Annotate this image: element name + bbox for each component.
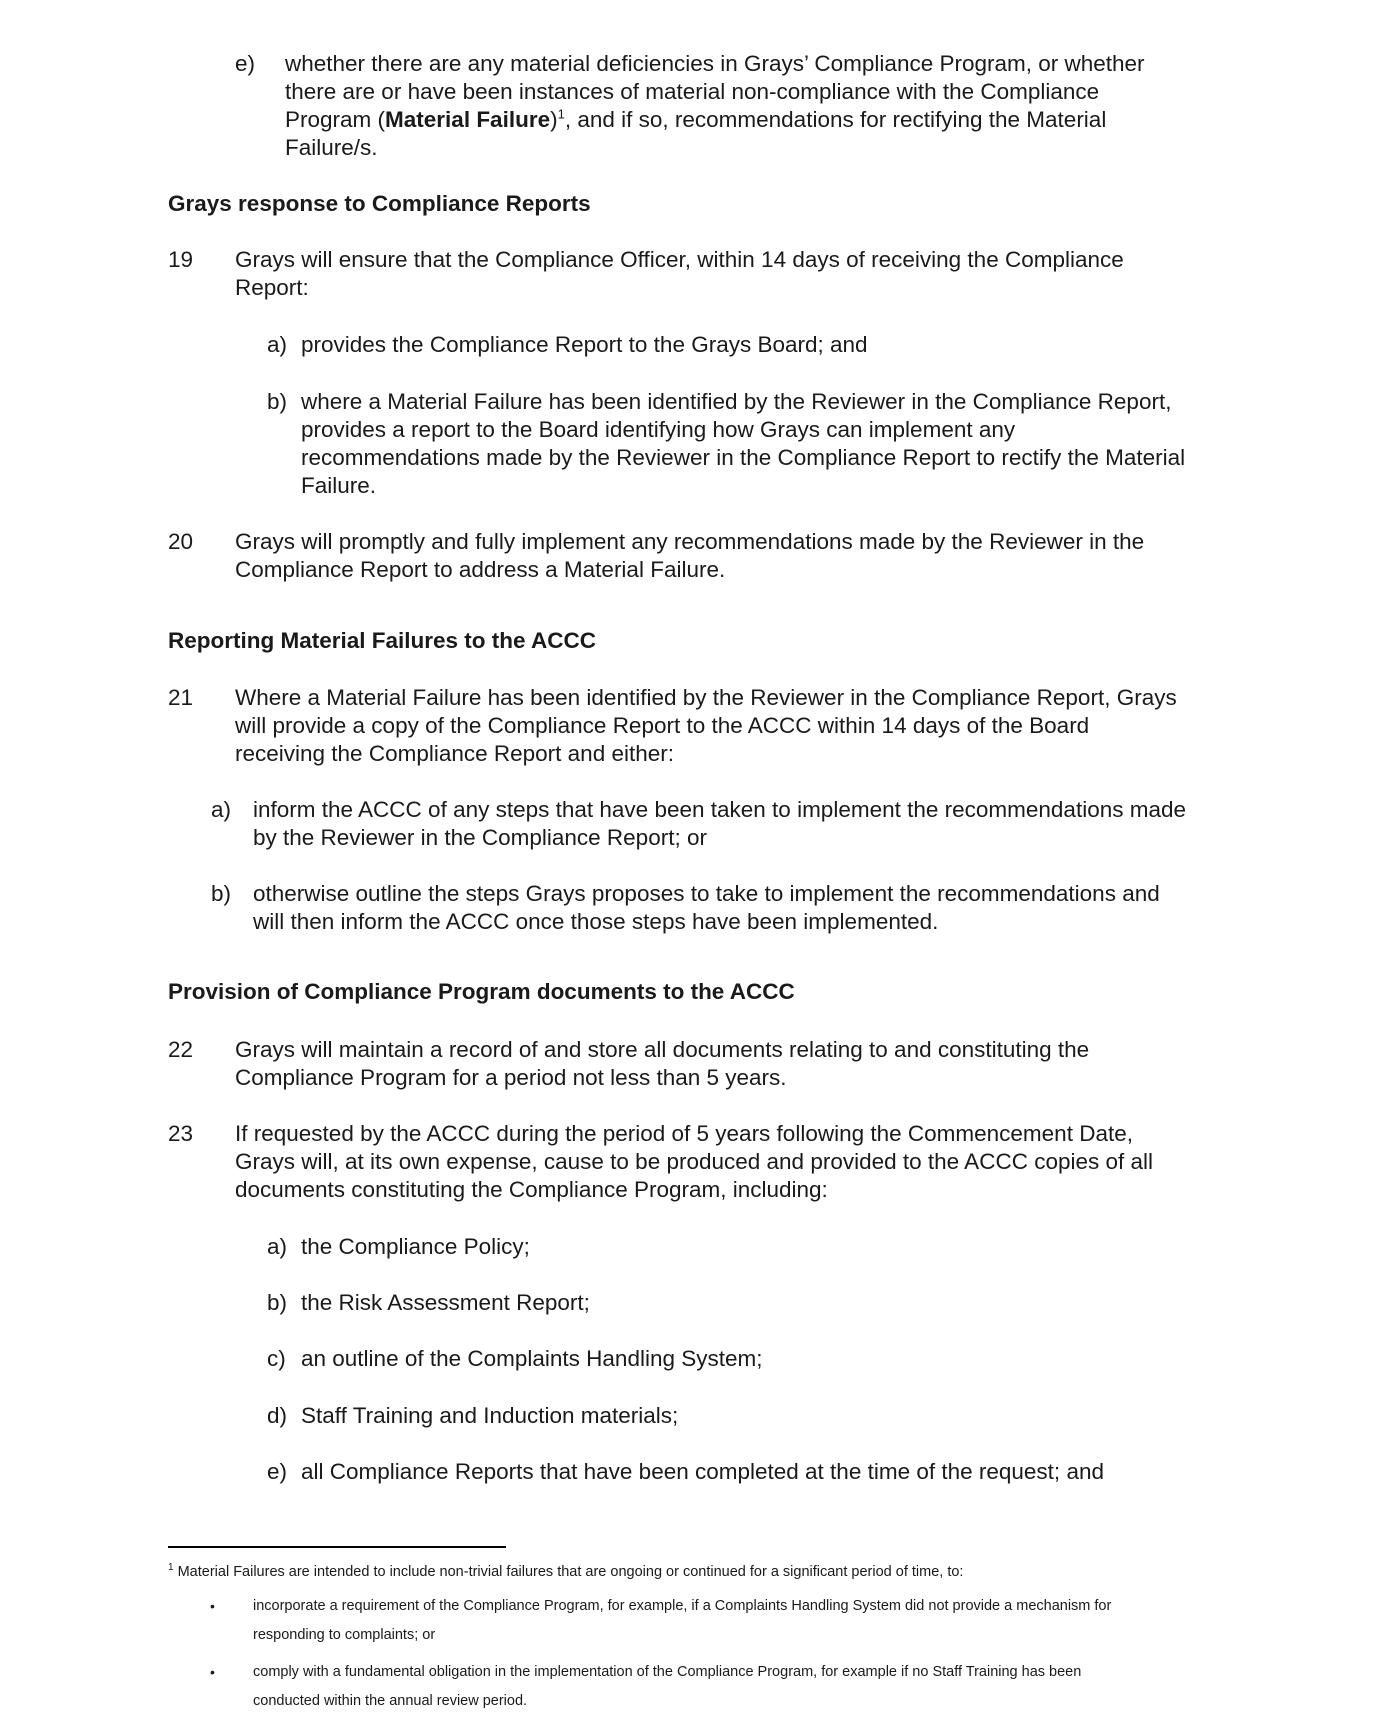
para-21-line-2: will provide a copy of the Compliance Report to the ACCC within 14 days of the Board xyxy=(235,713,1090,738)
footnote-separator xyxy=(168,1546,506,1548)
para-21b-line-1: otherwise outline the steps Grays proposes to take to implement the recommendations and xyxy=(253,881,1160,906)
para-21b-marker: b) xyxy=(211,881,232,906)
para-20-number: 20 xyxy=(168,529,194,554)
para-23-line-2: Grays will, at its own expense, cause to be produced and provided to the ACCC copies of all xyxy=(235,1149,1154,1174)
item-e-line-2: there are or have been instances of material non-compliance with the Compliance xyxy=(285,79,1100,104)
para-19-number: 19 xyxy=(168,247,194,272)
para-23b-text: the Risk Assessment Report; xyxy=(301,1290,590,1315)
item-e-marker: e) xyxy=(235,51,256,76)
para-23-number: 23 xyxy=(168,1121,194,1146)
para-23-line-1: If requested by the ACCC during the period of 5 years following the Commencement Date, xyxy=(235,1121,1133,1146)
material-failure-term: Material Failure xyxy=(385,107,551,132)
heading-provision-of-documents: Provision of Compliance Program documents to the ACCC xyxy=(168,979,795,1004)
para-23b-marker: b) xyxy=(267,1290,288,1315)
para-23-line-3: documents constituting the Compliance Program, including: xyxy=(235,1177,828,1202)
heading-reporting-material-failures: Reporting Material Failures to the ACCC xyxy=(168,628,596,653)
footnote-bullet-1-line-1: incorporate a requirement of the Compliance Program, for example, if a Complaints Handling System did not provide a mechanism for xyxy=(253,1598,1112,1614)
para-21a-line-2: by the Reviewer in the Compliance Report; or xyxy=(253,825,707,850)
para-20-line-1: Grays will promptly and fully implement any recommendations made by the Reviewer in the xyxy=(235,529,1145,554)
para-19b-line-4: Failure. xyxy=(301,473,377,498)
item-e-line-3: Program (Material Failure)$^1$, and if so, recommendations for rectifying the Material xyxy=(285,106,1107,132)
footnote-1-marker: 1 xyxy=(168,1562,174,1574)
footnote-bullet-icon: • xyxy=(210,1598,215,1614)
para-19-line-1: Grays will ensure that the Compliance Officer, within 14 days of receiving the Compliance xyxy=(235,247,1124,272)
para-19b-marker: b) xyxy=(267,389,288,414)
para-23a-marker: a) xyxy=(267,1234,288,1259)
para-23a-text: the Compliance Policy; xyxy=(301,1234,530,1259)
para-21-number: 21 xyxy=(168,685,194,710)
para-21b-line-2: will then inform the ACCC once those steps have been implemented. xyxy=(253,909,939,934)
footnote-1-intro: $^1$ Material Failures are intended to include non-trivial failures that are ongoing or continued for a significant period of time, to: xyxy=(168,1562,964,1580)
footnote-bullet-2-line-2: conducted within the annual review period. xyxy=(253,1693,528,1709)
footnote-ref-1[interactable]: 1 xyxy=(557,106,565,122)
footnote-bullet-1-line-2: responding to complaints; or xyxy=(253,1627,436,1643)
footnote-bullet-icon: • xyxy=(210,1664,215,1680)
para-22-line-2: Compliance Program for a period not less than 5 years. xyxy=(235,1065,787,1090)
para-19a-text: provides the Compliance Report to the Grays Board; and xyxy=(301,332,868,357)
para-19b-line-1: where a Material Failure has been identified by the Reviewer in the Compliance Report, xyxy=(301,389,1172,414)
item-e-line-4: Failure/s. xyxy=(285,135,378,160)
para-23d-marker: d) xyxy=(267,1403,288,1428)
para-19-line-2: Report: xyxy=(235,275,309,300)
heading-grays-response: Grays response to Compliance Reports xyxy=(168,191,591,216)
para-19a-marker: a) xyxy=(267,332,288,357)
para-23d-text: Staff Training and Induction materials; xyxy=(301,1403,679,1428)
para-23e-marker: e) xyxy=(267,1459,288,1484)
item-e-line-1: whether there are any material deficiencies in Grays’ Compliance Program, or whether xyxy=(285,51,1145,76)
para-20-line-2: Compliance Report to address a Material Failure. xyxy=(235,557,726,582)
para-23e-text: all Compliance Reports that have been completed at the time of the request; and xyxy=(301,1459,1104,1484)
footnote-bullet-2-line-1: comply with a fundamental obligation in the implementation of the Compliance Program, for example if no Staff Training has been xyxy=(253,1664,1082,1680)
para-21-line-1: Where a Material Failure has been identified by the Reviewer in the Compliance Report, Grays xyxy=(235,685,1177,710)
para-23c-marker: c) xyxy=(267,1346,286,1371)
para-22-line-1: Grays will maintain a record of and store all documents relating to and constituting the xyxy=(235,1037,1090,1062)
para-22-number: 22 xyxy=(168,1037,194,1062)
para-23c-text: an outline of the Complaints Handling System; xyxy=(301,1346,763,1371)
para-21a-line-1: inform the ACCC of any steps that have been taken to implement the recommendations made xyxy=(253,797,1187,822)
para-19b-line-2: provides a report to the Board identifying how Grays can implement any xyxy=(301,417,1016,442)
para-21a-marker: a) xyxy=(211,797,232,822)
para-21-line-3: receiving the Compliance Report and either: xyxy=(235,741,674,766)
para-19b-line-3: recommendations made by the Reviewer in the Compliance Report to rectify the Material xyxy=(301,445,1186,470)
